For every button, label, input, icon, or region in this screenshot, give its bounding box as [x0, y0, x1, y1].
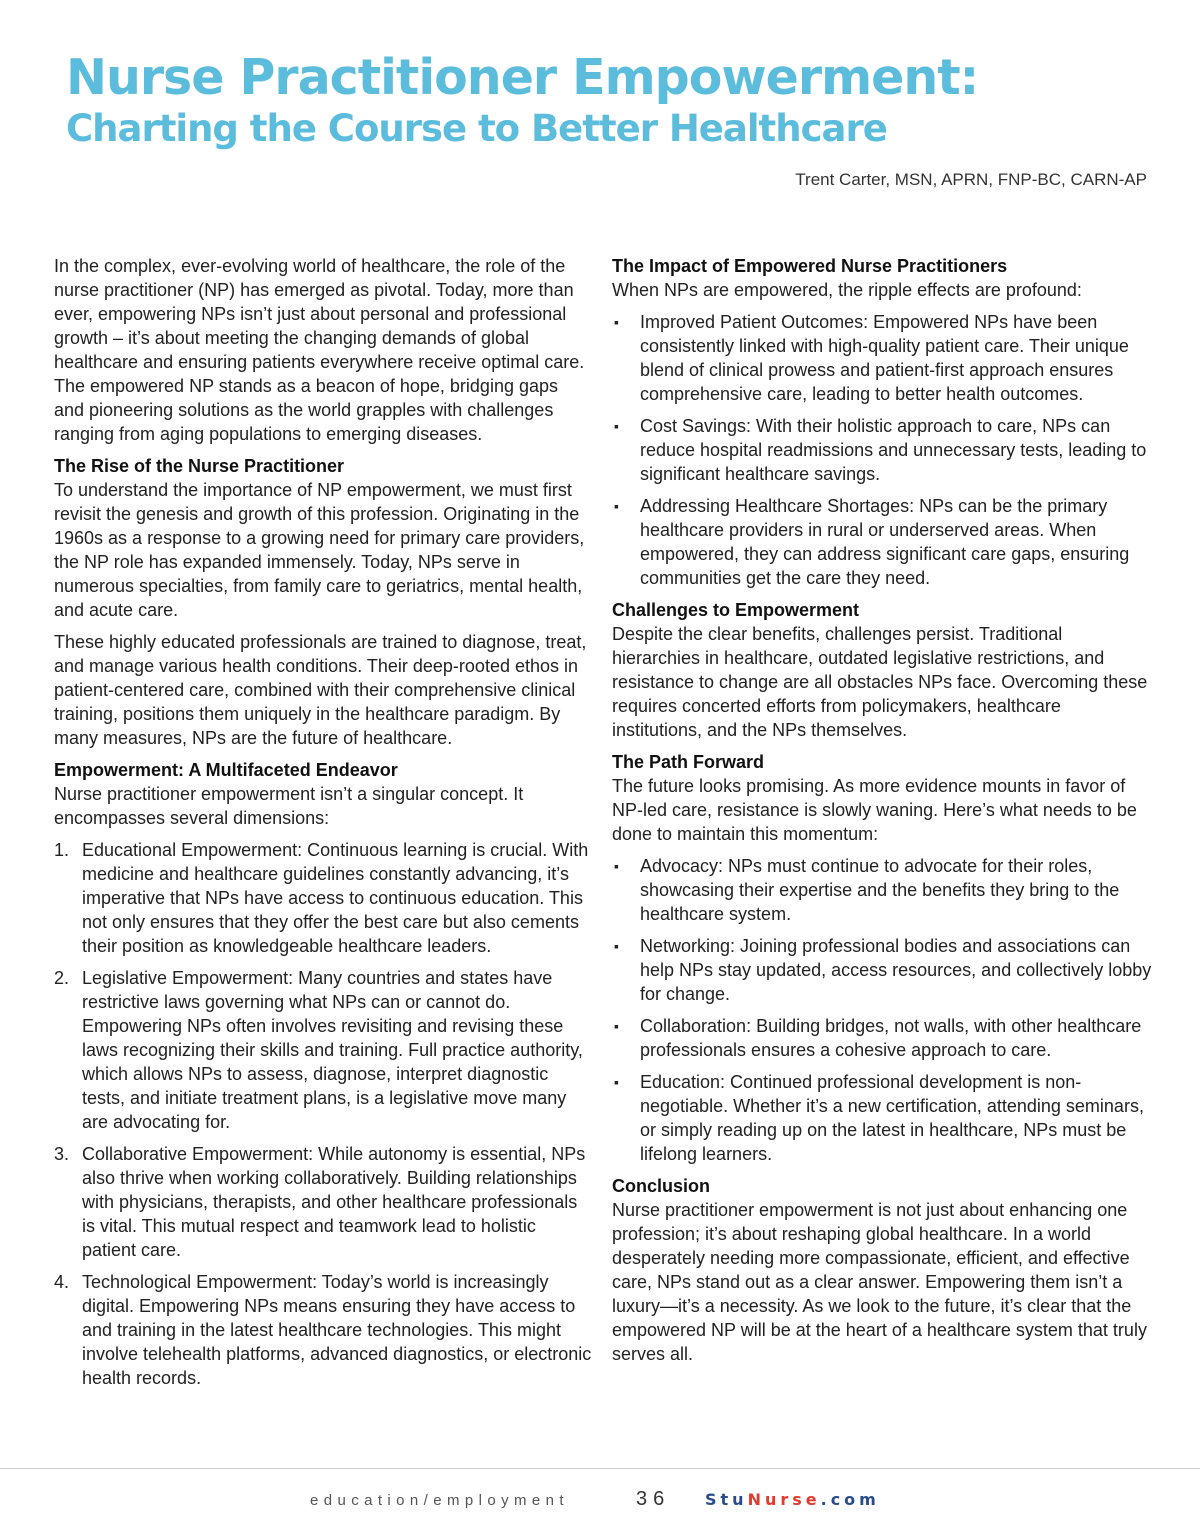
list-item-text: Collaborative Empowerment: While autonomy is essential, NPs also thrive when working collaboratively. Building relationships with physicians, therapists, and other healthcare professionals is vital. This mutual respect and teamwork lead to holistic patient care.: [82, 1144, 586, 1260]
list-item: [54, 1270, 592, 1390]
list-item-text: Improved Patient Outcomes: Empowered NPs have been consistently linked with high-quality patient care. Their unique blend of clinical prowess and patient-first approach ensures comprehensive care, leading to better health outcomes.: [640, 312, 1129, 404]
multifaceted-heading: Empowerment: A Multifaceted Endeavor: [54, 760, 398, 780]
list-item-text: Addressing Healthcare Shortages: NPs can be the primary healthcare providers in rural or underserved areas. When empowered, they can address significant care gaps, ensuring communities get the care they need.: [640, 496, 1130, 588]
footer-section-label: education/employment: [310, 1492, 569, 1509]
dimensions-list: [54, 838, 592, 1390]
article-title: [66, 50, 978, 152]
list-item: [612, 414, 1152, 486]
list-item: [54, 1142, 592, 1262]
impact-intro: When NPs are empowered, the ripple effects are profound:: [612, 280, 1082, 300]
list-number: 1.: [54, 840, 70, 860]
multifaceted-intro: Nurse practitioner empowerment isn’t a singular concept. It encompasses several dimensions:: [54, 784, 524, 828]
list-item-text: Education: Continued professional development is non-negotiable. Whether it’s a new certification, attending seminars, or simply reading up on the latest in healthcare, NPs must be lifelong learners.: [640, 1072, 1144, 1164]
right-column: [612, 254, 1152, 1374]
list-item: [54, 966, 592, 1134]
author-byline: Trent Carter, MSN, APRN, FNP-BC, CARN-AP: [795, 170, 1147, 189]
list-item: [612, 1070, 1152, 1166]
left-column: [54, 254, 592, 1398]
bullet-icon: ▪: [614, 1018, 619, 1034]
path-forward-heading: The Path Forward: [612, 752, 765, 772]
brand-stu: Stu: [705, 1490, 748, 1509]
list-item: [54, 838, 592, 958]
challenges-paragraph: Despite the clear benefits, challenges persist. Traditional hierarchies in healthcare, outdated legislative restrictions, and resistance to change are all obstacles NPs face. Overcoming these requires concerted efforts from policymakers, healthcare institutions, and the NPs themselves.: [612, 624, 1148, 740]
bullet-icon: ▪: [614, 858, 619, 874]
title-line-2: Charting the Course to Better Healthcare: [66, 107, 887, 150]
bullet-icon: ▪: [614, 498, 619, 514]
list-item: [612, 1014, 1152, 1062]
path-forward-list: [612, 854, 1152, 1166]
rise-paragraph-2: These highly educated professionals are trained to diagnose, treat, and manage various health conditions. Their deep-rooted ethos in patient-centered care, combined with their comprehensive clinical training, positions them uniquely in the healthcare paradigm. By many measures, NPs are the future of healthcare.: [54, 632, 587, 748]
list-item: [612, 310, 1152, 406]
list-item-text: Technological Empowerment: Today’s world is increasingly digital. Empowering NPs means ensuring they have access to and training in the latest healthcare technologies. This might involve telehealth platforms, advanced diagnostics, or electronic health records.: [82, 1272, 592, 1388]
brand-nurse: Nurse: [747, 1490, 821, 1509]
footer-divider: [0, 1468, 1200, 1469]
rise-heading: The Rise of the Nurse Practitioner: [54, 456, 345, 476]
list-item-text: Collaboration: Building bridges, not walls, with other healthcare professionals ensures a cohesive approach to care.: [640, 1016, 1142, 1060]
rise-paragraph-1: To understand the importance of NP empowerment, we must first revisit the genesis and growth of this profession. Originating in the 1960s as a response to a growing need for primary care providers, the NP role has expanded immensely. Today, NPs serve in numerous specialties, from family care to geriatrics, mental health, and acute care.: [54, 480, 585, 620]
page-number: 36: [636, 1488, 671, 1510]
list-item-text: Educational Empowerment: Continuous learning is crucial. With medicine and healthcare guidelines constantly advancing, it’s imperative that NPs have access to continuous education. This not only ensures that they offer the best care but also cements their position as knowledgeable healthcare leaders.: [82, 840, 589, 956]
page-footer: [0, 1490, 1200, 1514]
intro-paragraph: In the complex, ever-evolving world of healthcare, the role of the nurse practitioner (NP) has emerged as pivotal. Today, more than ever, empowering NPs isn’t just about personal and professional growth – it’s about meeting the changing demands of global healthcare and ensuring patients everywhere receive optimal care. The empowered NP stands as a beacon of hope, bridging gaps and pioneering solutions as the world grapples with challenges ranging from aging populations to emerging diseases.: [54, 256, 585, 444]
list-item-text: Networking: Joining professional bodies and associations can help NPs stay updated, access resources, and collectively lobby for change.: [640, 936, 1152, 1004]
list-number: 2.: [54, 968, 70, 988]
brand-logo: [705, 1490, 880, 1509]
title-line-1: Nurse Practitioner Empowerment:: [66, 49, 979, 106]
conclusion-heading: Conclusion: [612, 1176, 710, 1196]
impact-heading: The Impact of Empowered Nurse Practitioners: [612, 256, 1008, 276]
conclusion-paragraph: Nurse practitioner empowerment is not just about enhancing one profession; it’s about reshaping global healthcare. In a world desperately needing more compassionate, efficient, and effective care, NPs stand out as a clear answer. Empowering them isn’t a luxury—it’s a necessity. As we look to the future, it’s clear that the empowered NP will be at the heart of a healthcare system that truly serves all.: [612, 1200, 1147, 1364]
list-item: [612, 854, 1152, 926]
challenges-heading: Challenges to Empowerment: [612, 600, 860, 620]
list-item-text: Cost Savings: With their holistic approach to care, NPs can reduce hospital readmissions and unnecessary tests, leading to significant healthcare savings.: [640, 416, 1147, 484]
list-item: [612, 934, 1152, 1006]
list-item-text: Advocacy: NPs must continue to advocate for their roles, showcasing their expertise and the benefits they bring to the healthcare system.: [640, 856, 1120, 924]
list-number: 4.: [54, 1272, 70, 1292]
brand-com: .com: [820, 1490, 880, 1509]
bullet-icon: ▪: [614, 314, 619, 330]
list-item-text: Legislative Empowerment: Many countries and states have restrictive laws governing what NPs can or cannot do. Empowering NPs often involves revisiting and revising these laws recognizing their skills and training. Full practice authority, which allows NPs to assess, diagnose, interpret diagnostic tests, and initiate treatment plans, is a legislative move many are advocating for.: [82, 968, 583, 1132]
bullet-icon: ▪: [614, 418, 619, 434]
bullet-icon: ▪: [614, 938, 619, 954]
impact-list: [612, 310, 1152, 590]
bullet-icon: ▪: [614, 1074, 619, 1090]
list-number: 3.: [54, 1144, 70, 1164]
list-item: [612, 494, 1152, 590]
path-forward-intro: The future looks promising. As more evidence mounts in favor of NP-led care, resistance is slowly waning. Here’s what needs to be done to maintain this momentum:: [612, 776, 1137, 844]
